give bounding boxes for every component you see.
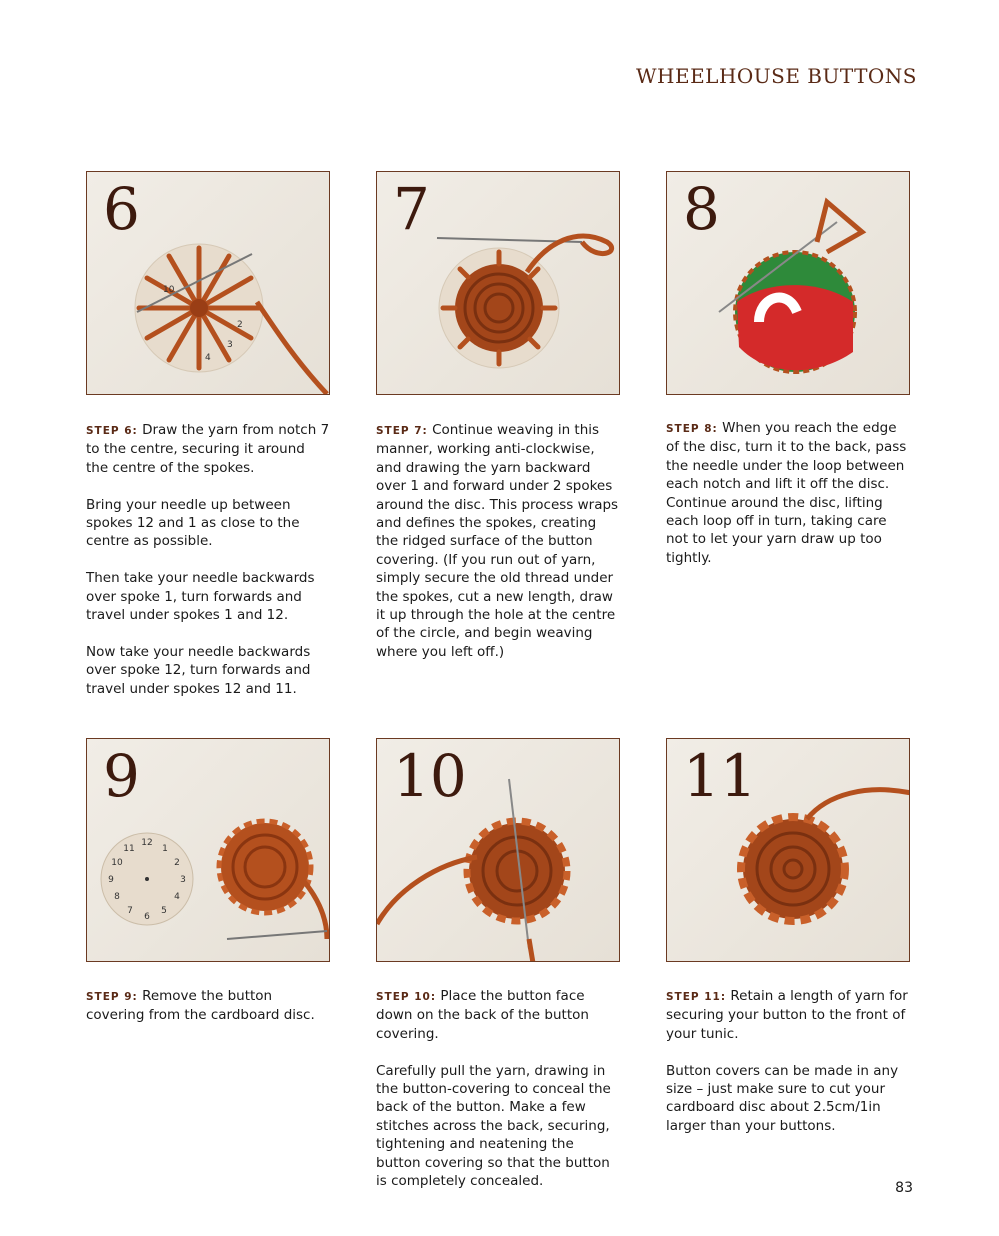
- step-6-text: [86, 421, 331, 716]
- disc-label: 4: [174, 892, 180, 902]
- disc-label: 12: [141, 838, 153, 848]
- step-paragraph: Then take your needle backwards over spoke 1, turn forwards and travel under spokes 1 and 12.: [86, 570, 315, 624]
- step-10-text: [376, 987, 621, 1209]
- disc-label: 10: [111, 858, 123, 868]
- disc-label: 9: [108, 875, 114, 885]
- disc-label: 2: [174, 858, 180, 868]
- page-number: 83: [895, 1180, 913, 1196]
- running-header: WHEELHOUSE BUTTONS: [635, 64, 917, 88]
- step-paragraph: Remove the button covering from the cardboard disc.: [86, 988, 315, 1024]
- disc-label: 3: [180, 875, 186, 885]
- step-paragraph: When you reach the edge of the disc, turn it to the back, pass the needle under the loop between each notch and lift it off the disc. Continue around the disc, lifting each loop off in turn, taking care not to let your yarn draw up too tightly.: [666, 420, 907, 566]
- step-8-photo: [666, 171, 910, 395]
- step-paragraph: Continue weaving in this manner, working anti-clockwise, and drawing the yarn backward over 1 and forward under 2 spokes around the disc. This process wraps and defines the spokes, creating the ridged surface of the button covering. (If you run out of yarn, simply secure the old thread under the spokes, cut a new length, draw it up through the hole at the centre of the circle, and begin weaving where you left off.): [376, 422, 619, 660]
- step-11-photo: [666, 738, 910, 962]
- step-8-text: [666, 419, 911, 586]
- step-paragraph: Bring your needle up between spokes 12 and 1 as close to the centre as possible.: [86, 496, 300, 550]
- step-number: 11: [683, 742, 757, 810]
- disc-label: 10: [163, 285, 175, 295]
- step-7-text: [376, 421, 621, 680]
- step-9-photo: [86, 738, 330, 962]
- step-paragraph: Retain a length of yarn for securing your button to the front of your tunic.: [666, 988, 908, 1042]
- step-10-photo: [376, 738, 620, 962]
- step-label: STEP 7:: [376, 425, 428, 437]
- disc-label: 5: [161, 906, 167, 916]
- step-number: 7: [393, 175, 430, 243]
- step-label: STEP 6:: [86, 425, 138, 437]
- step-11-text: [666, 987, 911, 1154]
- disc-label: 2: [237, 320, 243, 330]
- disc-label: 3: [227, 340, 233, 350]
- disc-label: 4: [205, 353, 211, 363]
- disc-label: 1: [162, 844, 168, 854]
- step-paragraph: Carefully pull the yarn, drawing in the button-covering to conceal the back of the button. Make a few stitches across the back, securing, tightening and neatening the button covering so that the button is completely concealed.: [376, 1062, 611, 1190]
- step-paragraph: Now take your needle backwards over spoke 12, turn forwards and travel under spokes 12 and 11.: [86, 643, 311, 697]
- disc-label: 8: [114, 892, 120, 902]
- step-9-text: [86, 987, 331, 1043]
- disc-label: 11: [123, 844, 135, 854]
- step-number: 10: [393, 742, 467, 810]
- step-label: STEP 11:: [666, 991, 727, 1003]
- step-label: STEP 9:: [86, 991, 138, 1003]
- step-label: STEP 8:: [666, 423, 718, 435]
- step-number: 6: [103, 175, 140, 243]
- disc-label: 6: [144, 912, 150, 922]
- step-number: 8: [683, 175, 720, 243]
- step-label: STEP 10:: [376, 991, 437, 1003]
- step-number: 9: [103, 742, 140, 810]
- step-paragraph: Draw the yarn from notch 7 to the centre, securing it around the centre of the spokes.: [86, 422, 330, 476]
- step-6-photo: [86, 171, 330, 395]
- step-7-photo: [376, 171, 620, 395]
- step-paragraph: Place the button face down on the back of the button covering.: [376, 988, 589, 1042]
- step-paragraph: Button covers can be made in any size – just make sure to cut your cardboard disc about 2.5cm/1in larger than your buttons.: [666, 1062, 899, 1134]
- disc-label: 7: [127, 906, 133, 916]
